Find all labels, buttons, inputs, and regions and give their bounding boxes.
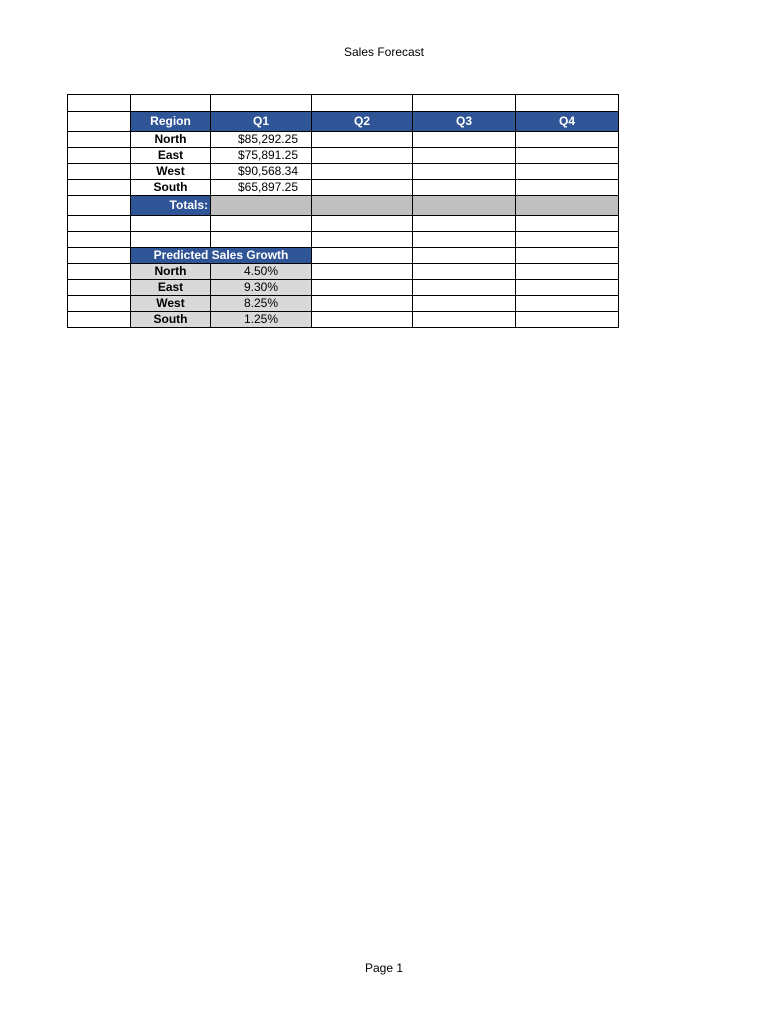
cell[interactable] bbox=[68, 248, 131, 264]
cell[interactable] bbox=[68, 216, 131, 232]
table-row bbox=[68, 148, 619, 164]
growth-region-cell[interactable]: East bbox=[131, 280, 211, 296]
cell[interactable] bbox=[131, 95, 211, 112]
cell[interactable] bbox=[413, 280, 516, 296]
q2-value-cell[interactable] bbox=[312, 164, 413, 180]
blank-row bbox=[68, 95, 619, 112]
cell[interactable] bbox=[413, 232, 516, 248]
cell[interactable] bbox=[516, 232, 619, 248]
cell[interactable] bbox=[211, 216, 312, 232]
table-row bbox=[68, 180, 619, 196]
cell[interactable] bbox=[413, 216, 516, 232]
q1-total-cell[interactable] bbox=[211, 196, 312, 216]
q3-value-cell[interactable] bbox=[413, 164, 516, 180]
region-cell[interactable]: East bbox=[131, 148, 211, 164]
totals-row bbox=[68, 196, 619, 216]
region-column-header[interactable]: Region bbox=[131, 112, 211, 132]
region-cell[interactable]: North bbox=[131, 132, 211, 148]
page-number: Page 1 bbox=[364, 961, 404, 975]
cell[interactable] bbox=[131, 216, 211, 232]
q3-column-header[interactable]: Q3 bbox=[413, 112, 516, 132]
cell[interactable] bbox=[68, 132, 131, 148]
growth-value-cell[interactable]: 8.25% bbox=[211, 296, 312, 312]
cell[interactable] bbox=[312, 280, 413, 296]
cell[interactable] bbox=[516, 248, 619, 264]
q4-total-cell[interactable] bbox=[516, 196, 619, 216]
q3-value-cell[interactable] bbox=[413, 180, 516, 196]
blank-row bbox=[68, 216, 619, 232]
cell[interactable] bbox=[131, 232, 211, 248]
cell[interactable] bbox=[68, 312, 131, 328]
growth-row bbox=[68, 296, 619, 312]
cell[interactable] bbox=[312, 216, 413, 232]
cell[interactable] bbox=[312, 95, 413, 112]
cell[interactable] bbox=[516, 280, 619, 296]
cell[interactable] bbox=[413, 312, 516, 328]
growth-value-cell[interactable]: 4.50% bbox=[211, 264, 312, 280]
sales-header-row bbox=[68, 112, 619, 132]
q2-value-cell[interactable] bbox=[312, 132, 413, 148]
cell[interactable] bbox=[516, 296, 619, 312]
cell[interactable] bbox=[312, 264, 413, 280]
blank-row bbox=[68, 232, 619, 248]
q4-column-header[interactable]: Q4 bbox=[516, 112, 619, 132]
growth-row bbox=[68, 312, 619, 328]
growth-region-cell[interactable]: South bbox=[131, 312, 211, 328]
cell[interactable] bbox=[68, 164, 131, 180]
q1-column-header[interactable]: Q1 bbox=[211, 112, 312, 132]
growth-value-cell[interactable]: 1.25% bbox=[211, 312, 312, 328]
cell[interactable] bbox=[68, 196, 131, 216]
q3-value-cell[interactable] bbox=[413, 132, 516, 148]
cell[interactable] bbox=[413, 296, 516, 312]
cell[interactable] bbox=[312, 296, 413, 312]
cell[interactable] bbox=[68, 232, 131, 248]
cell[interactable] bbox=[516, 216, 619, 232]
page-header: Sales Forecast bbox=[343, 45, 425, 59]
cell[interactable] bbox=[68, 280, 131, 296]
region-cell[interactable]: West bbox=[131, 164, 211, 180]
q1-value-cell[interactable]: $90,568.34 bbox=[211, 164, 312, 180]
cell[interactable] bbox=[413, 95, 516, 112]
q2-value-cell[interactable] bbox=[312, 148, 413, 164]
q3-total-cell[interactable] bbox=[413, 196, 516, 216]
cell[interactable] bbox=[516, 95, 619, 112]
cell[interactable] bbox=[68, 95, 131, 112]
growth-row bbox=[68, 280, 619, 296]
q4-value-cell[interactable] bbox=[516, 132, 619, 148]
cell[interactable] bbox=[68, 180, 131, 196]
q2-column-header[interactable]: Q2 bbox=[312, 112, 413, 132]
sales-forecast-sheet bbox=[67, 94, 619, 328]
cell[interactable] bbox=[68, 264, 131, 280]
table-row bbox=[68, 132, 619, 148]
cell[interactable] bbox=[312, 248, 413, 264]
q3-value-cell[interactable] bbox=[413, 148, 516, 164]
cell[interactable] bbox=[516, 264, 619, 280]
cell[interactable] bbox=[312, 232, 413, 248]
growth-region-cell[interactable]: West bbox=[131, 296, 211, 312]
q2-value-cell[interactable] bbox=[312, 180, 413, 196]
region-cell[interactable]: South bbox=[131, 180, 211, 196]
growth-table-title[interactable]: Predicted Sales Growth bbox=[131, 248, 312, 264]
q4-value-cell[interactable] bbox=[516, 148, 619, 164]
cell[interactable] bbox=[68, 296, 131, 312]
totals-label[interactable]: Totals: bbox=[131, 196, 211, 216]
cell[interactable] bbox=[516, 312, 619, 328]
cell[interactable] bbox=[312, 312, 413, 328]
cell[interactable] bbox=[211, 95, 312, 112]
cell[interactable] bbox=[211, 232, 312, 248]
growth-value-cell[interactable]: 9.30% bbox=[211, 280, 312, 296]
q1-value-cell[interactable]: $85,292.25 bbox=[211, 132, 312, 148]
q1-value-cell[interactable]: $75,891.25 bbox=[211, 148, 312, 164]
growth-row bbox=[68, 264, 619, 280]
growth-region-cell[interactable]: North bbox=[131, 264, 211, 280]
growth-header-row bbox=[68, 248, 619, 264]
q1-value-cell[interactable]: $65,897.25 bbox=[211, 180, 312, 196]
q4-value-cell[interactable] bbox=[516, 164, 619, 180]
q4-value-cell[interactable] bbox=[516, 180, 619, 196]
cell[interactable] bbox=[413, 264, 516, 280]
cell[interactable] bbox=[68, 112, 131, 132]
cell[interactable] bbox=[68, 148, 131, 164]
cell[interactable] bbox=[413, 248, 516, 264]
q2-total-cell[interactable] bbox=[312, 196, 413, 216]
table-row bbox=[68, 164, 619, 180]
